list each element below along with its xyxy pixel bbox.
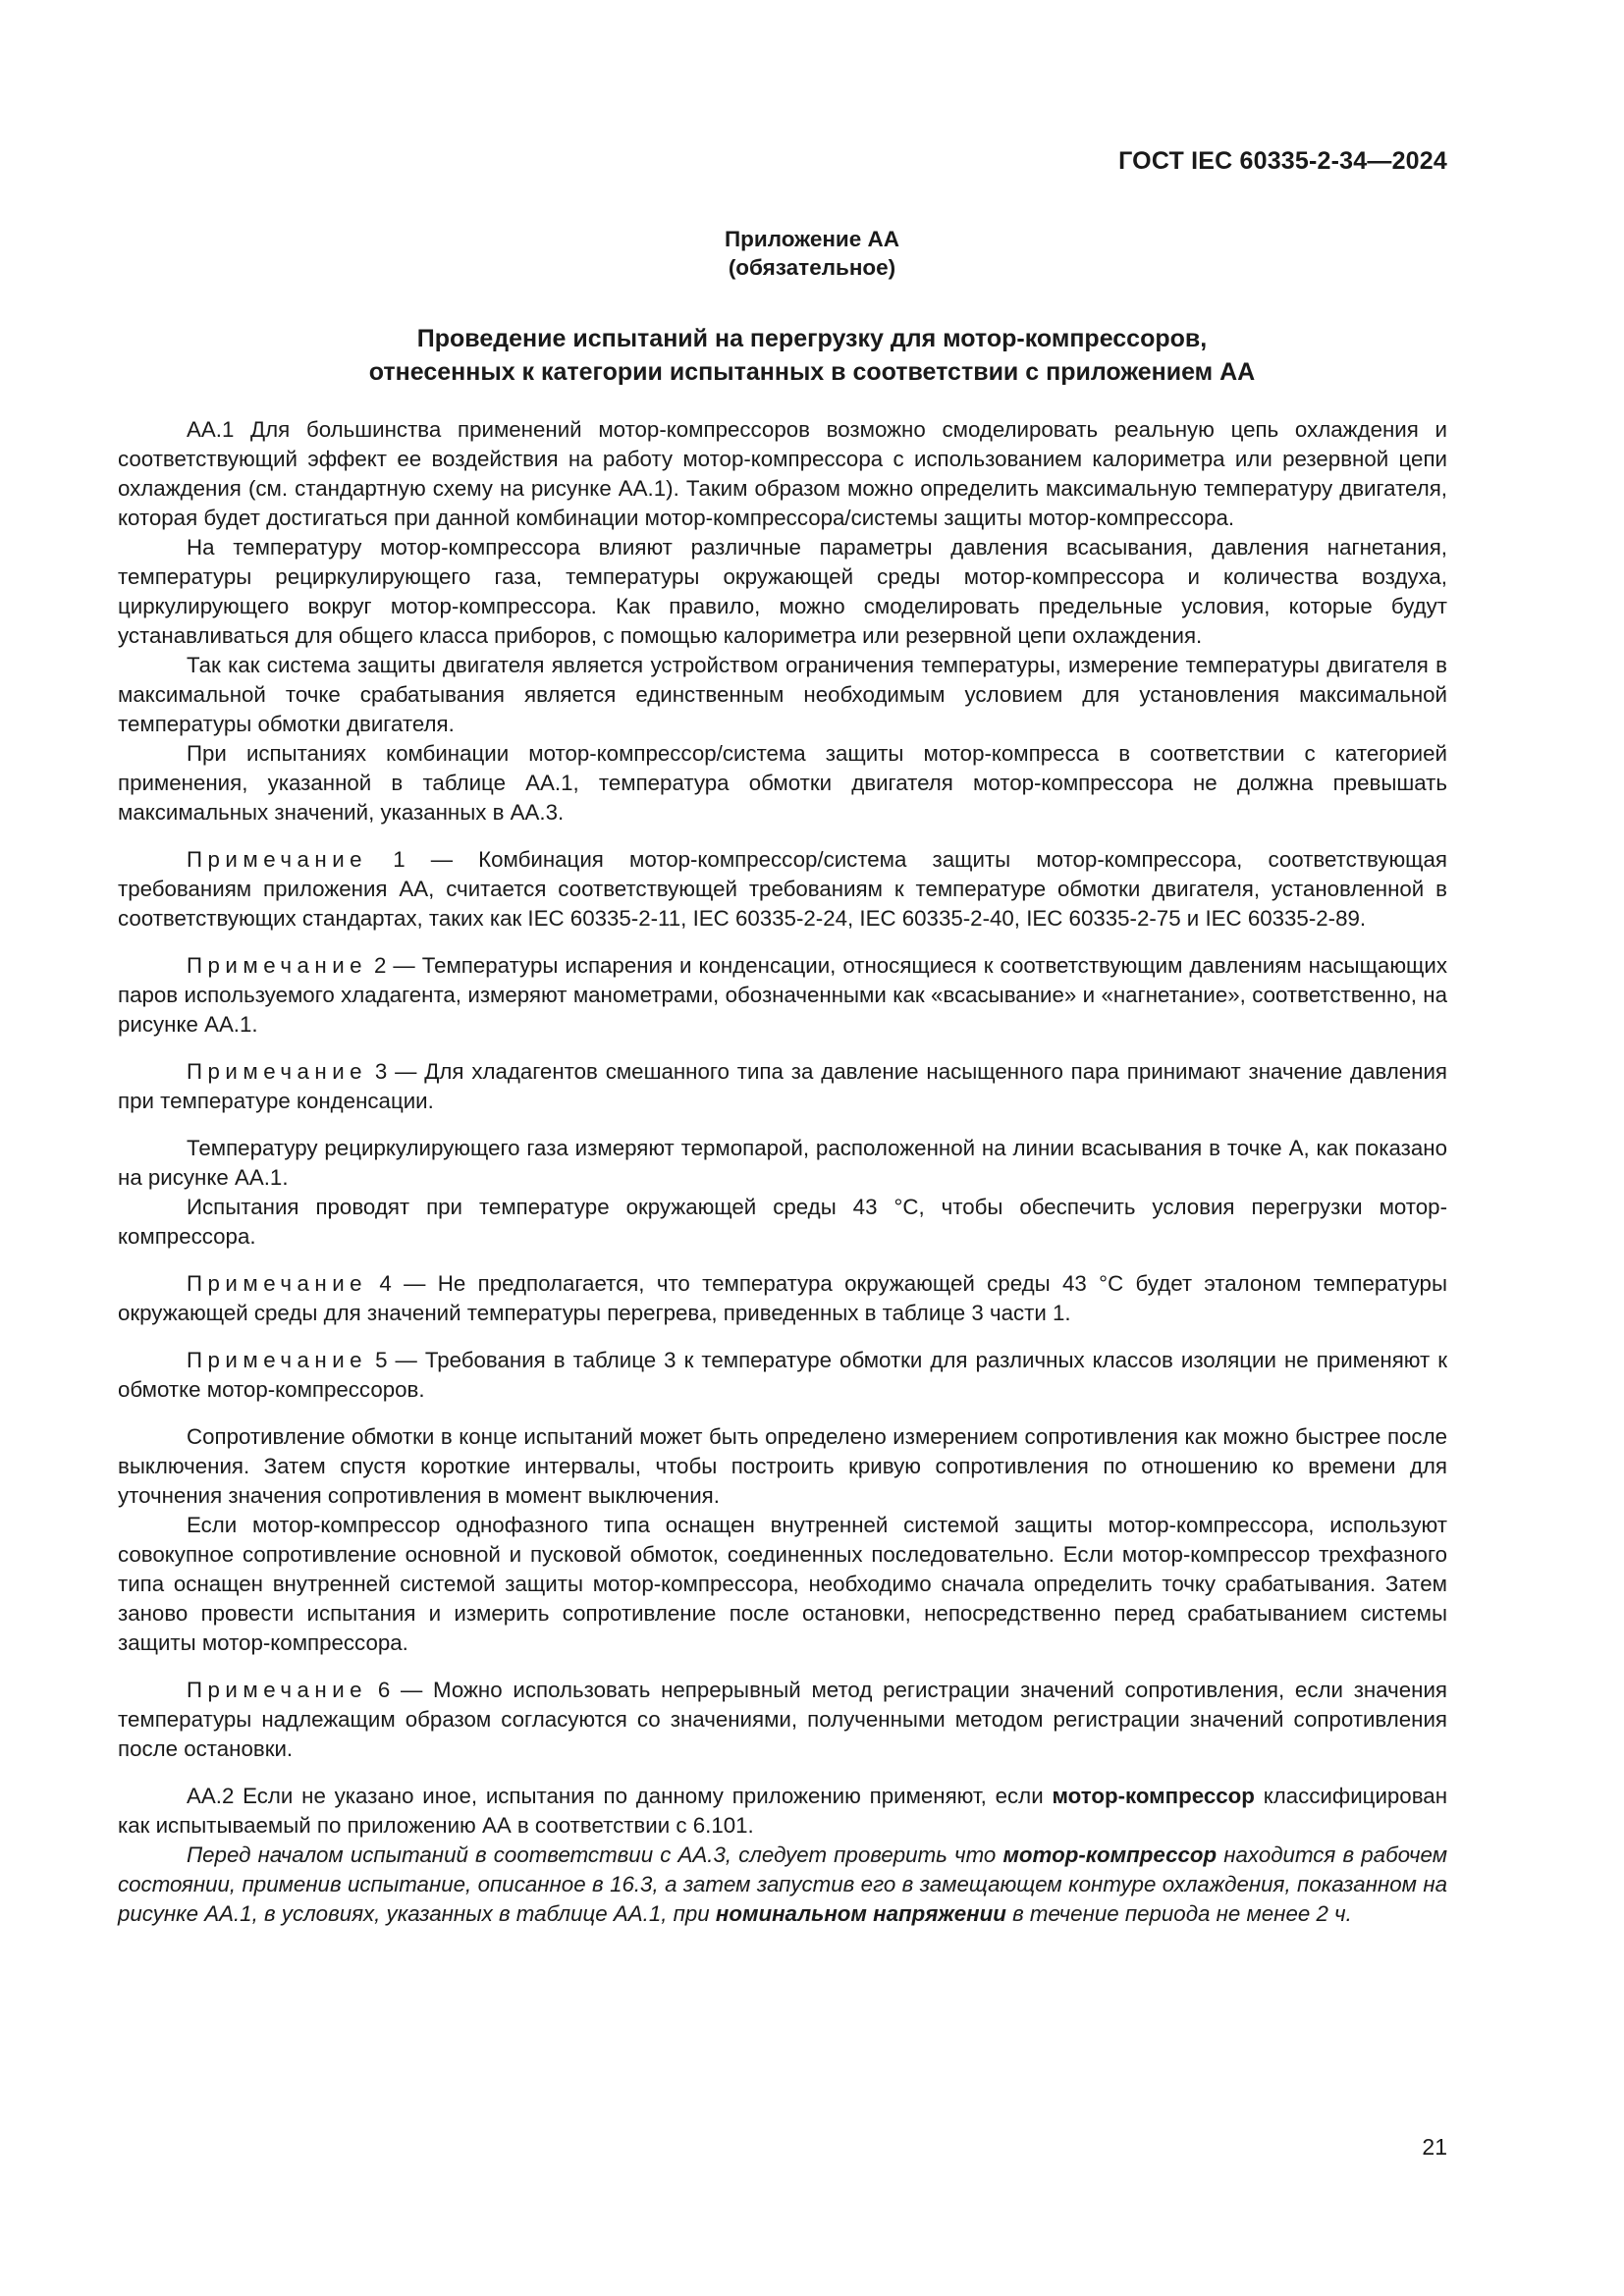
italic-text-b: находится в рабочем состоянии, применив испытание, описанное в 16.3, а затем запустив его в замещающем контуре охлаждения, показанном на рисунке АА.1, в условиях, указанных в таблице АА.1, при — [118, 1842, 1447, 1926]
note-label: Примечание — [187, 953, 368, 978]
note-6 — [118, 1676, 1447, 1764]
paragraph-ambient-temperature: Испытания проводят при температуре окружающей среды 43 °С, чтобы обеспечить условия перегрузки мотор-компрессора. — [118, 1195, 1447, 1249]
paragraph-aa1-limits: При испытаниях комбинации мотор-компрессор/система защиты мотор-компресса в соответствии с категорией применения, указанной в таблице АА.1, температура обмотки двигателя мотор-компрессора не должна превышать максимальных значений, указанных в АА.3. — [118, 741, 1447, 825]
note-3 — [118, 1057, 1447, 1116]
aa2-text-a: АА.2 Если не указано иное, испытания по данному приложению применяют, если — [187, 1784, 1053, 1808]
paragraph-aa1-protection: Так как система защиты двигателя является устройством ограничения температуры, измерение температуры двигателя в максимальной точке срабатывания является единственным необходимым условием для установления максимальной температуры обмотки двигателя. — [118, 653, 1447, 736]
paragraph-aa2 — [118, 1782, 1447, 1841]
note-4 — [118, 1269, 1447, 1328]
note-label: Примечание — [187, 847, 368, 872]
annex-heading — [0, 225, 1624, 282]
note-label: Примечание — [187, 1271, 368, 1296]
note-2 — [118, 951, 1447, 1040]
document-body — [118, 415, 1447, 1929]
paragraph-resistance-phases: Если мотор-компрессор однофазного типа оснащен внутренней системой защиты мотор-компрессора, используют совокупное сопротивление основной и пусковой обмоток, соединенных последовательно. Если мотор-компрессор трехфазного типа оснащен внутренней системой защиты мотор-компрессора, необходимо сначала определить точку срабатывания. Затем заново провести испытания и измерить сопротивление после остановки, непосредственно перед срабатыванием системы защиты мотор-компрессора. — [118, 1513, 1447, 1655]
note-1 — [118, 845, 1447, 934]
note-label: Примечание — [187, 1348, 368, 1372]
note-5-text: 5 — Требования в таблице 3 к температуре обмотки для различных классов изоляции не применяют к обмотке мотор-компрессоров. — [118, 1348, 1447, 1402]
paragraph-aa1-factors: На температуру мотор-компрессора влияют различные параметры давления всасывания, давления нагнетания, температуры рециркулирующего газа, температуры окружающей среды мотор-компрессора и количества воздуха, циркулирующего вокруг мотор-компрессора. Как правило, можно смоделировать предельные условия, которые будут устанавливаться для общего класса приборов, с помощью калориметра или резервной цепи охлаждения. — [118, 535, 1447, 648]
paragraph-aa1-intro: АА.1 Для большинства применений мотор-компрессоров возможно смоделировать реальную цепь охлаждения и соответствующий эффект ее воздействия на работу мотор-компрессора с использованием калориметра или резервной цепи охлаждения (см. стандартную схему на рисунке АА.1). Таким образом можно определить максимальную температуру двигателя, которая будет достигаться при данной комбинации мотор-компрессора/системы защиты мотор-компрессора. — [118, 417, 1447, 530]
note-6-text: 6 — Можно использовать непрерывный метод регистрации значений сопротивления, если значения температуры надлежащим образом согласуются со значениями, полученными методом регистрации значений сопротивления после остановки. — [118, 1678, 1447, 1761]
italic-term-rated-voltage: номинальном напряжении — [715, 1901, 1006, 1926]
note-4-text: 4 — Не предполагается, что температура окружающей среды 43 °С будет эталоном температуры окружающей среды для значений температуры перегрева, приведенных в таблице 3 части 1. — [118, 1271, 1447, 1325]
annex-label: Приложение АА — [724, 227, 900, 251]
annex-title-line-1: Проведение испытаний на перегрузку для мотор-компрессоров, — [416, 325, 1208, 352]
note-3-text: 3 — Для хладагентов смешанного типа за давление насыщенного пара принимают значение давления при температуре конденсации. — [118, 1059, 1447, 1113]
note-label: Примечание — [187, 1059, 368, 1084]
annex-status: (обязательное) — [728, 255, 896, 280]
note-label: Примечание — [187, 1678, 368, 1702]
page-number: 21 — [1422, 2134, 1447, 2160]
aa2-term-motor-compressor: мотор-компрессор — [1052, 1784, 1255, 1808]
italic-text-a: Перед началом испытаний в соответствии с АА.3, следует проверить что — [187, 1842, 1003, 1867]
paragraph-resistance-measurement: Сопротивление обмотки в конце испытаний может быть определено измерением сопротивления как можно быстрее после выключения. Затем спустя короткие интервалы, чтобы построить кривую сопротивления по отношению ко времени для уточнения значения сопротивления в момент выключения. — [118, 1424, 1447, 1508]
standard-designation: ГОСТ IEC 60335-2-34—2024 — [1118, 147, 1447, 175]
aa2-text-b: классифицирован как испытываемый по приложению АА в соответствии с 6.101. — [118, 1784, 1448, 1838]
note-2-text: 2 — Температуры испарения и конденсации, относящиеся к соответствующим давлениям насыщающих паров используемого хладагента, измеряют манометрами, обозначенными как «всасывание» и «нагнетание», соответственно, на рисунке АА.1. — [118, 953, 1447, 1037]
note-1-text: 1 — Комбинация мотор-компрессор/система защиты мотор-компрессора, соответствующая требованиям приложения АА, считается соответствующей требованиям к температуре обмотки двигателя, установленной в соответствующих стандартах, таких как IEC 60335-2-11, IEC 60335-2-24, IEC 60335-2-40, IEC 60335-2-75 и IEC 60335-2-89. — [118, 847, 1447, 931]
paragraph-gas-temperature: Температуру рециркулирующего газа измеряют термопарой, расположенной на линии всасывания в точке А, как показано на рисунке АА.1. — [118, 1136, 1447, 1190]
italic-term-motor-compressor: мотор-компрессор — [1002, 1842, 1218, 1867]
annex-title-line-2: отнесенных к категории испытанных в соответствии с приложением АА — [368, 358, 1256, 386]
note-5 — [118, 1346, 1447, 1405]
annex-title — [0, 322, 1624, 389]
italic-text-c: в течение периода не менее 2 ч. — [1005, 1901, 1352, 1926]
paragraph-aa2-italic — [118, 1841, 1447, 1929]
